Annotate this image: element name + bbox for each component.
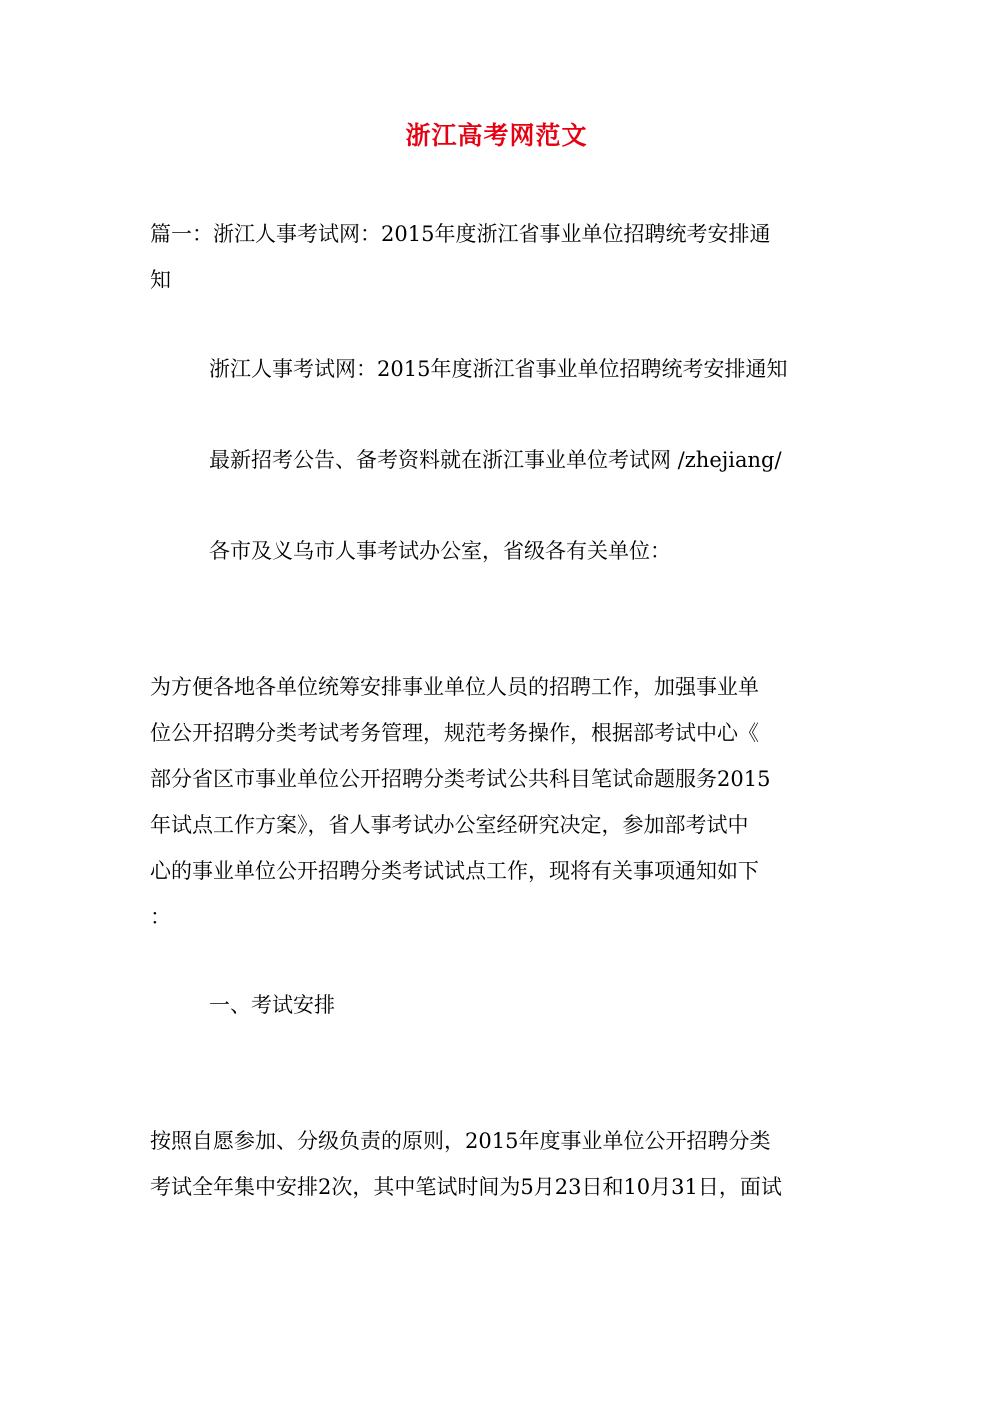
heading-paragraph (150, 211, 840, 303)
paragraph-line: 年试点工作方案》，省人事考试办公室经研究决定，参加部考试中 (150, 813, 749, 837)
paragraph-line: 考试全年集中安排2次，其中笔试时间为5月23日和10月31日，面试 (150, 1175, 782, 1199)
ad-line: 最新招考公告、备考资料就在浙江事业单位考试网 /zhejiang/ (209, 448, 782, 472)
intro-paragraph (150, 664, 840, 940)
addressee-line: 各市及义乌市人事考试办公室，省级各有关单位： (209, 539, 671, 563)
subtitle-line: 浙江人事考试网：2015年度浙江省事业单位招聘统考安排通知 (209, 357, 788, 381)
heading-line: 篇一：浙江人事考试网：2015年度浙江省事业单位招聘统考安排通 (150, 222, 771, 246)
heading-line: 知 (150, 268, 171, 292)
section-heading: 一、考试安排 (209, 993, 335, 1017)
paragraph-line: 心的事业单位公开招聘分类考试试点工作，现将有关事项通知如下 (150, 859, 759, 883)
paragraph-line: 部分省区市事业单位公开招聘分类考试公共科目笔试命题服务2015 (150, 767, 771, 791)
document-title: 浙江高考网范文 (405, 121, 588, 150)
section-paragraph (150, 1118, 840, 1210)
paragraph-line: 位公开招聘分类考试考务管理，规范考务操作，根据部考试中心《 (150, 721, 759, 745)
paragraph-line: ： (150, 905, 171, 929)
paragraph-line: 按照自愿参加、分级负责的原则，2015年度事业单位公开招聘分类 (150, 1129, 771, 1153)
paragraph-line: 为方便各地各单位统筹安排事业单位人员的招聘工作，加强事业单 (150, 675, 759, 699)
